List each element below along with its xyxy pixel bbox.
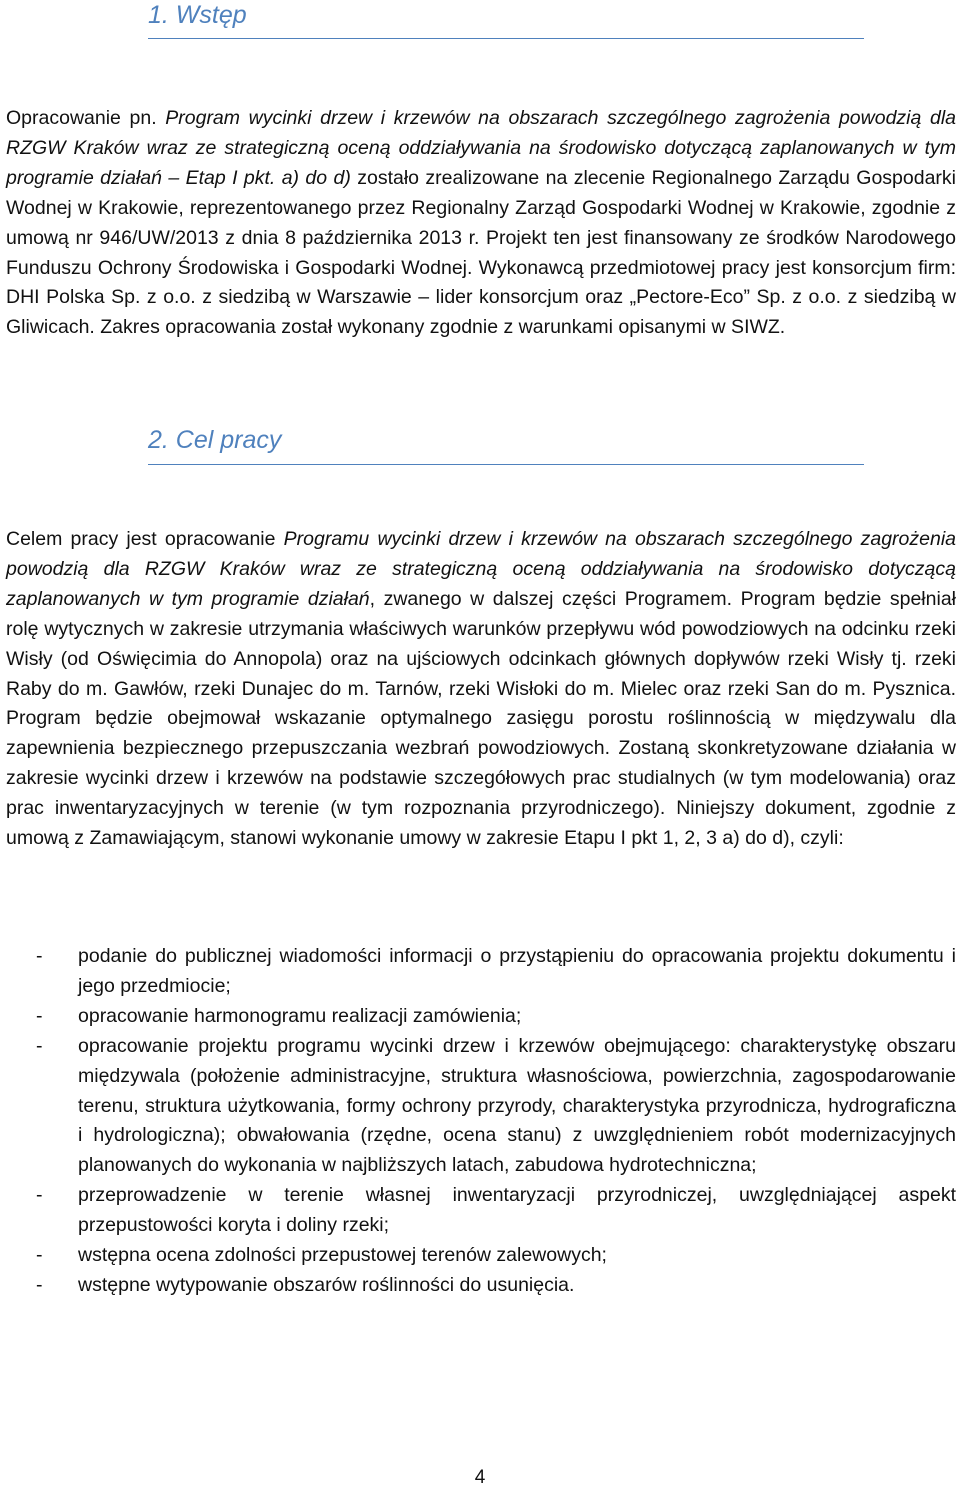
list-item — [6, 1002, 956, 1032]
heading-underline — [148, 464, 864, 465]
list-item-text: wstępne wytypowanie obszarów roślinności do usunięcia. — [78, 1273, 575, 1296]
list-item-text: opracowanie projektu programu wycinki drzew i krzewów obejmującego: charakterystykę obszaru międzywala (położenie administracyjne, struktura własnościowa, powierzchnia, zagospodarowanie terenu, struktura użytkowania, formy ochrony przyrody, charakterystyka przyrodnicza, hydrograficzna i hydrologiczna); obwałowania (rzędne, ocena stanu) z uwzględnieniem robót modernizacyjnych planowanych do wykonania w najbliższych latach, zabudowa hydrotechniczna; — [78, 1034, 956, 1177]
list-item — [6, 1181, 956, 1241]
paragraph-goal — [6, 525, 956, 854]
list-dash: - — [36, 945, 43, 967]
paragraph-text: Celem pracy jest opracowanie — [6, 528, 284, 550]
section-heading-cel-pracy: 2. Cel pracy — [148, 426, 282, 454]
list-item-text: podanie do publicznej wiadomości informacji o przystąpieniu do opracowania projektu dokumentu i jego przedmiocie; — [78, 945, 956, 997]
list-item — [6, 1271, 956, 1301]
list-item-text: przeprowadzenie w terenie własnej inwentaryzacji przyrodniczej, uwzględniającej aspekt przepustowości koryta i doliny rzeki; — [78, 1184, 956, 1237]
paragraph-italic-title: Program wycinki drzew i krzewów na obszarach szczególnego zagrożenia powodzią dla RZGW Kraków wraz ze strategiczną oceną oddziaływania na środowisko dotyczącą zaplanowanych w tym programie działań – Etap I pkt. a) do d) — [6, 107, 956, 189]
list-dash: - — [36, 1004, 43, 1027]
list-item-text: opracowanie harmonogramu realizacji zamówienia; — [78, 1004, 522, 1027]
section-heading-wstep: 1. Wstęp — [148, 1, 247, 29]
scope-list — [6, 942, 956, 1301]
heading-underline — [148, 38, 864, 39]
list-dash: - — [36, 1034, 43, 1057]
list-item — [6, 1241, 956, 1271]
list-item — [6, 1032, 956, 1182]
list-dash: - — [36, 1244, 43, 1267]
paragraph-text: Opracowanie pn. — [6, 107, 166, 129]
paragraph-italic-title: Programu wycinki drzew i krzewów na obszarach szczególnego zagrożenia powodzią dla RZGW Kraków wraz ze strategiczną oceną oddziaływania na środowisko dotyczącą zaplanowanych w tym programie działań — [6, 528, 956, 610]
paragraph-text: zostało zrealizowane na zlecenie Regionalnego Zarządu Gospodarki Wodnej w Krakowie, reprezentowanego przez Regionalny Zarząd Gospodarki Wodnej w Krakowie, zgodnie z umową nr 946/UW/2013 z dnia 8 października 2013 r. Projekt ten jest finansowany ze środków Narodowego Funduszu Ochrony Środowiska i Gospodarki Wodnej. Wykonawcą przedmiotowej pracy jest konsorcjum firm: DHI Polska Sp. z o.o. z siedzibą w Warszawie – lider konsorcjum oraz „Pectore-Eco” Sp. z o.o. z siedzibą w Gliwicach. Zakres opracowania został wykonany zgodnie z warunkami opisanymi w SIWZ. — [6, 166, 956, 339]
list-item — [6, 942, 956, 1002]
page-number: 4 — [474, 1467, 486, 1488]
paragraph-intro — [6, 104, 956, 343]
list-item-text: wstępna ocena zdolności przepustowej terenów zalewowych; — [78, 1244, 607, 1267]
list-dash: - — [36, 1184, 43, 1207]
list-dash: - — [36, 1273, 43, 1296]
paragraph-text: , zwanego w dalszej części Programem. Program będzie spełniał rolę wytycznych w zakresie utrzymania właściwych warunków przepływu wód powodziowych na odcinku rzeki Wisły (od Oświęcimia do Annopola) oraz na ujściowych odcinkach głównych dopływów rzeki Wisły tj. rzeki Raby do m. Gawłów, rzeki Dunajec do m. Tarnów, rzeki Wisłoki do m. Mielec oraz rzeki San do m. Pysznica. Program będzie obejmował wskazanie optymalnego zasięgu porostu roślinnością w międzywalu dla zapewnienia bezpiecznego przepuszczania wezbrań powodziowych. Zostaną skonkretyzowane działania w zakresie wycinki drzew i krzewów na podstawie szczegółowych prac studialnych (w tym modelowania) oraz prac inwentaryzacyjnych w terenie (w tym rozpoznania przyrodniczego). Niniejszy dokument, zgodnie z umową z Zamawiającym, stanowi wykonanie umowy w zakresie Etapu I pkt 1, 2, 3 a) do d), czyli: — [6, 587, 956, 850]
